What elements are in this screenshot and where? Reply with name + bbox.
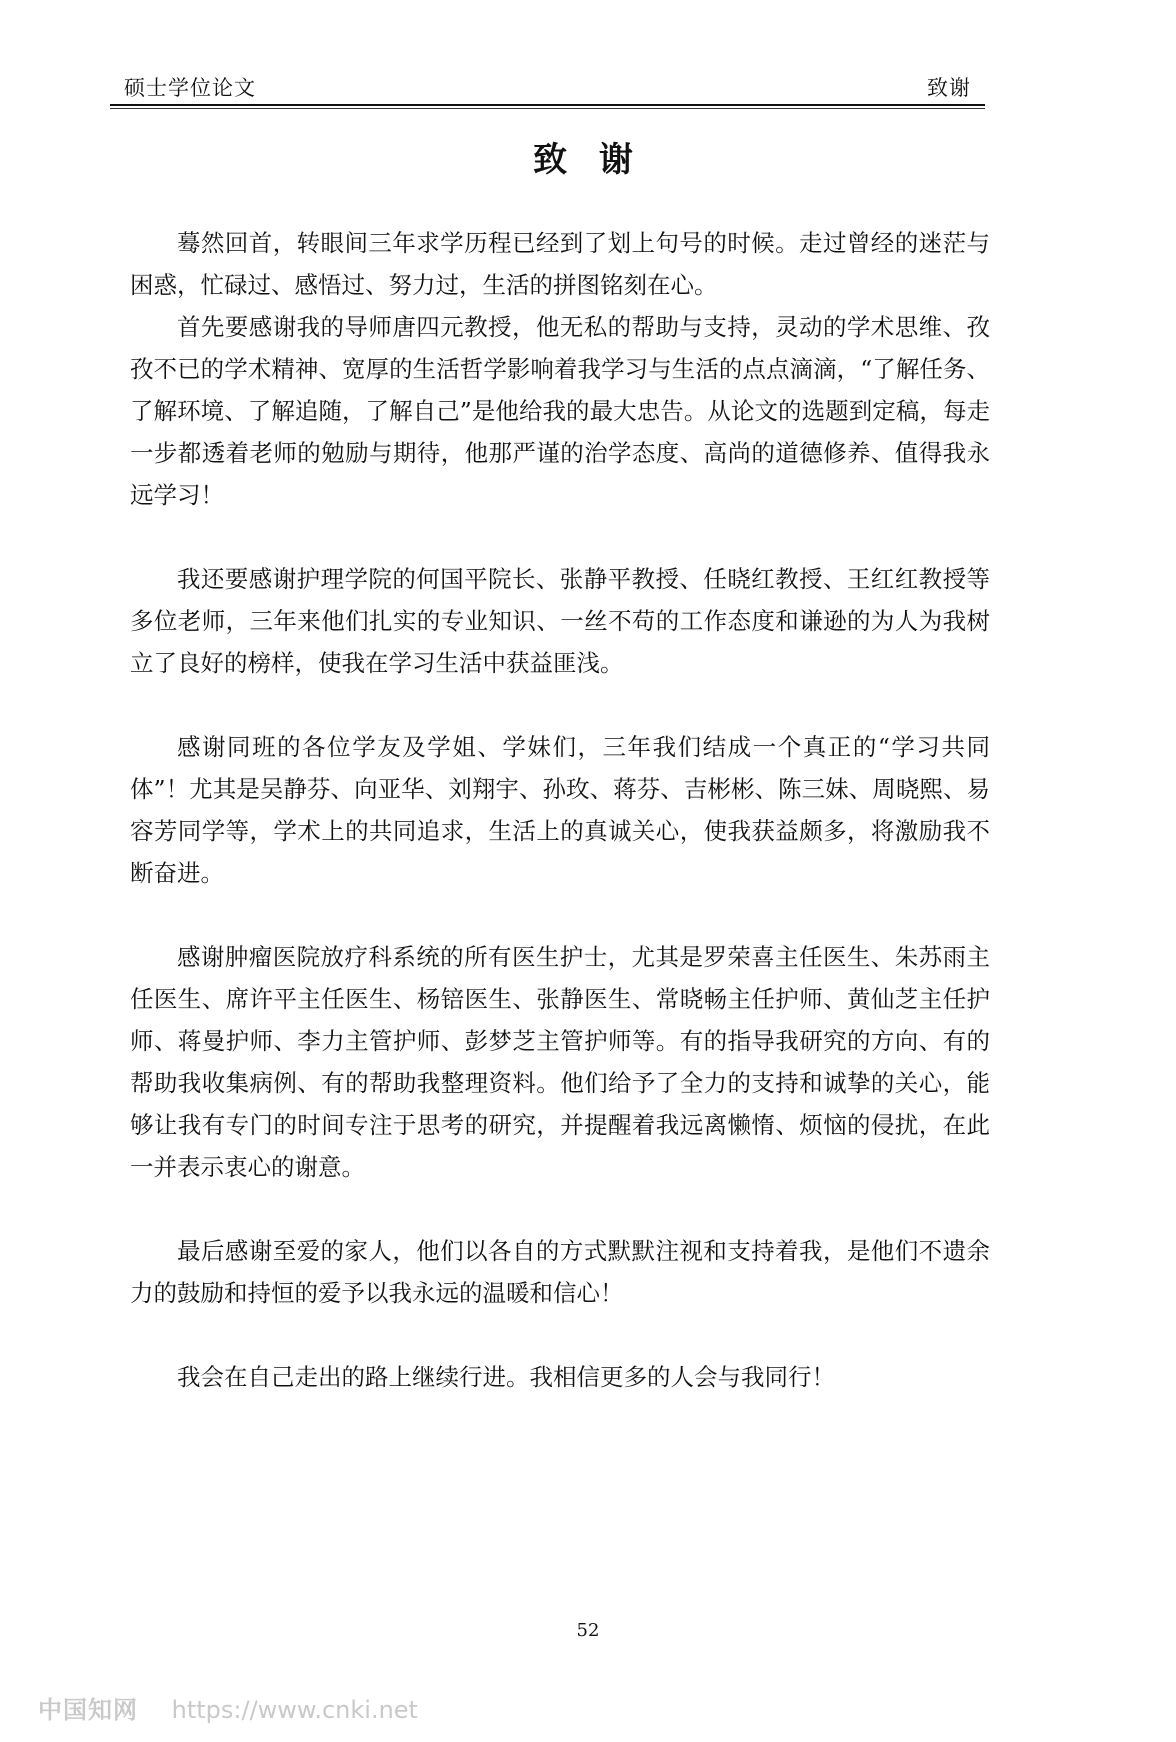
cnki-watermark (38, 1690, 418, 1725)
paragraph-2: 首先要感谢我的导师唐四元教授，他无私的帮助与支持，灵动的学术思维、孜孜不已的学术精神、宽厚的生活哲学影响着我学习与生活的点点滴滴，“了解任务、了解环境、了解追随，了解自己”是他给我的最大忠告。从论文的选题到定稿，每走一步都透着老师的勉励与期待，他那严谨的治学态度、高尚的道德修养、值得我永远学习！ (130, 313, 990, 509)
page-title: 致 谢 (533, 140, 643, 180)
paragraph-1: 蓦然回首，转眼间三年求学历程已经到了划上句号的时候。走过曾经的迷茫与困惑，忙碌过、感悟过、努力过，生活的拼图铭刻在心。 (130, 229, 990, 299)
page-number: 52 (576, 1620, 600, 1641)
paragraph-7: 我会在自己走出的路上继续行进。我相信更多的人会与我同行！ (177, 1363, 835, 1391)
paragraph-6: 最后感谢至爱的家人，他们以各自的方式默默注视和支持着我，是他们不遗余力的鼓励和持恒的爱予以我永远的温暖和信心！ (130, 1237, 990, 1307)
paragraph-3: 我还要感谢护理学院的何国平院长、张静平教授、任晓红教授、王红红教授等多位老师，三年来他们扎实的专业知识、一丝不苟的工作态度和谦逊的为人为我树立了良好的榜样，使我在学习生活中获益匪浅。 (130, 565, 990, 677)
header-section-name: 致谢 (927, 76, 971, 100)
paragraph-4: 感谢同班的各位学友及学姐、学妹们，三年我们结成一个真正的“学习共同体”！尤其是吴静芬、向亚华、刘翔宇、孙玫、蒋芬、吉彬彬、陈三妹、周晓熙、易容芳同学等，学术上的共同追求，生活上的真诚关心，使我获益颇多，将激励我不断奋进。 (130, 733, 990, 887)
acknowledgement-body (130, 222, 990, 1398)
page-header (110, 70, 985, 106)
watermark-brand: 中国知网 (38, 1696, 138, 1724)
header-thesis-type: 硕士学位论文 (124, 76, 256, 100)
watermark-url: https://www.cnki.net (171, 1696, 418, 1724)
paragraph-5: 感谢肿瘤医院放疗科系统的所有医生护士，尤其是罗荣喜主任医生、朱苏雨主任医生、席许平主任医生、杨锫医生、张静医生、常晓畅主任护师、黄仙芝主任护师、蒋曼护师、李力主管护师、彭梦芝主管护师等。有的指导我研究的方向、有的帮助我收集病例、有的帮助我整理资料。他们给予了全力的支持和诚挚的关心，能够让我有专门的时间专注于思考的研究，并提醒着我远离懒惰、烦恼的侵扰，在此一并表示衷心的谢意。 (130, 943, 990, 1181)
